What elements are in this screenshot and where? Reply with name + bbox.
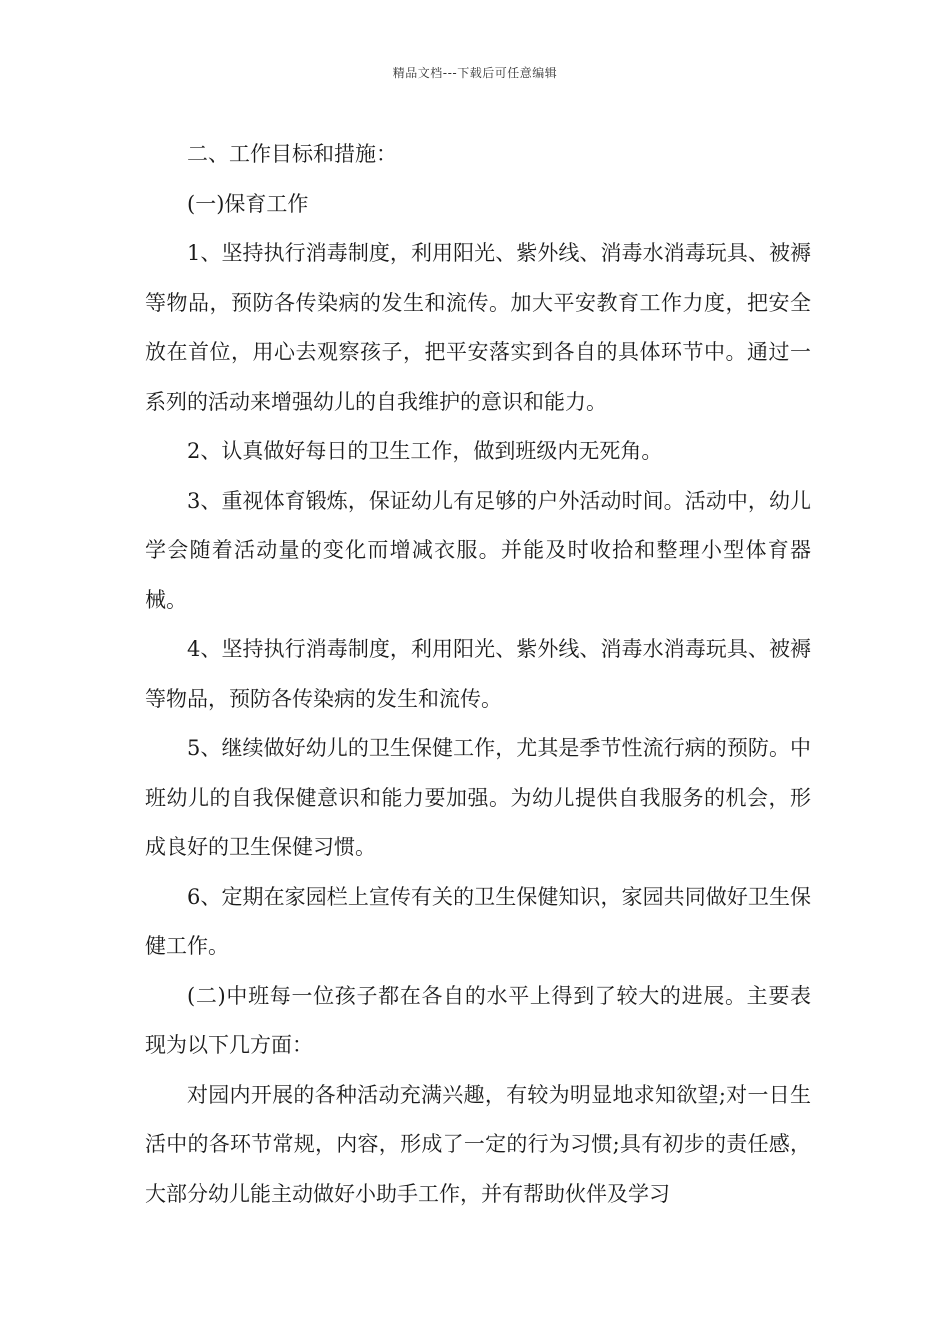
subsection-heading: (一)保育工作 (187, 191, 309, 216)
paragraph: 5、继续做好幼儿的卫生保健工作，尤其是季节性流行病的预防。中班幼儿的自我保健意识和能力要加强。为幼儿提供自我服务的机会，形成良好的卫生保健习惯。 (145, 736, 811, 859)
paragraph: 1、坚持执行消毒制度，利用阳光、紫外线、消毒水消毒玩具、被褥等物品，预防各传染病的发生和流传。加大平安教育工作力度，把安全放在首位，用心去观察孩子，把平安落实到各自的具体环节中。通过一系列的活动来增强幼儿的自我维护的意识和能力。 (145, 241, 811, 414)
paragraph: 6、定期在家园栏上宣传有关的卫生保健知识，家园共同做好卫生保健工作。 (145, 884, 811, 958)
page-header: 精品文档---下载后可任意编辑 (392, 66, 558, 80)
subsection-heading: (二)中班每一位孩子都在各自的水平上得到了较大的进展。主要表现为以下几方面： (145, 983, 811, 1057)
paragraph: 2、认真做好每日的卫生工作，做到班级内无死角。 (187, 439, 663, 463)
paragraph: 3、重视体育锻炼，保证幼儿有足够的户外活动时间。活动中，幼儿学会随着活动量的变化而增减衣服。并能及时收拾和整理小型体育器械。 (145, 488, 811, 612)
section-heading: 二、工作目标和措施： (187, 142, 397, 166)
paragraph: 4、坚持执行消毒制度，利用阳光、紫外线、消毒水消毒玩具、被褥等物品，预防各传染病的发生和流传。 (145, 637, 811, 711)
paragraph: 对园内开展的各种活动充满兴趣，有较为明显地求知欲望;对一日生活中的各环节常规，内容，形成了一定的行为习惯;具有初步的责任感，大部分幼儿能主动做好小助手工作，并有帮助伙伴及学习 (145, 1082, 811, 1206)
document-body (145, 130, 811, 1219)
